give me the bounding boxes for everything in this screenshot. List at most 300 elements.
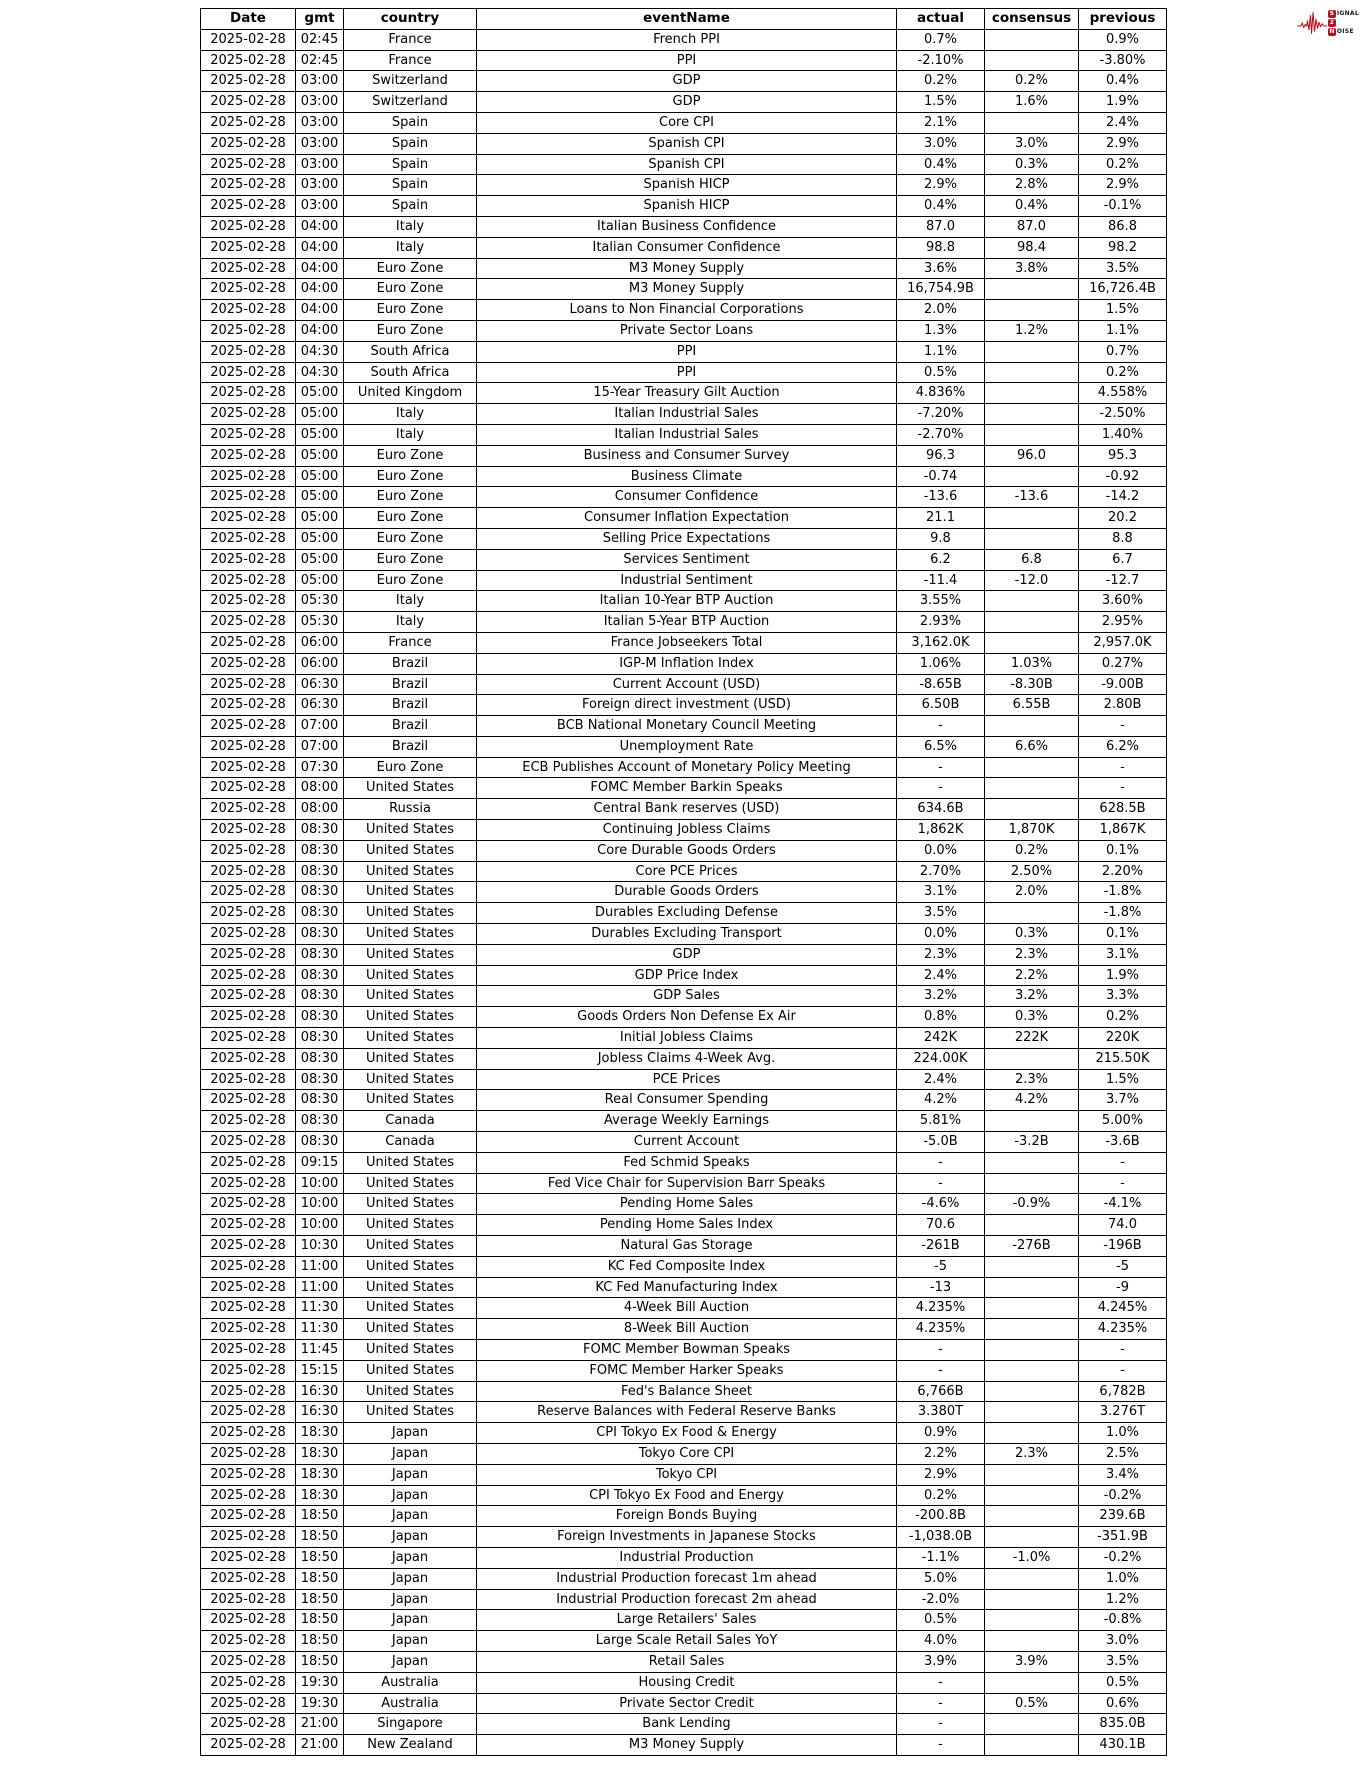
cell-gmt: 07:00 — [296, 736, 344, 757]
cell-country: Euro Zone — [344, 320, 477, 341]
cell-event-name: KC Fed Manufacturing Index — [477, 1277, 897, 1298]
cell-actual: 634.6B — [897, 799, 985, 820]
cell-previous: - — [1079, 1360, 1167, 1381]
table-row — [201, 1547, 1167, 1568]
cell-actual: 0.0% — [897, 924, 985, 945]
table-row — [201, 757, 1167, 778]
cell-previous: 6.7 — [1079, 549, 1167, 570]
cell-previous: 4.245% — [1079, 1298, 1167, 1319]
cell-event-name: Industrial Production — [477, 1547, 897, 1568]
cell-gmt: 18:50 — [296, 1631, 344, 1652]
cell-actual: -0.74 — [897, 466, 985, 487]
cell-event-name: Core CPI — [477, 112, 897, 133]
cell-actual: 3.9% — [897, 1651, 985, 1672]
cell-consensus — [985, 1714, 1079, 1735]
cell-gmt: 08:00 — [296, 778, 344, 799]
cell-consensus: 0.3% — [985, 924, 1079, 945]
table-row — [201, 1610, 1167, 1631]
cell-date: 2025-02-28 — [201, 424, 296, 445]
cell-previous: 430.1B — [1079, 1735, 1167, 1756]
cell-event-name: Foreign direct investment (USD) — [477, 695, 897, 716]
cell-country: United States — [344, 1340, 477, 1361]
table-row — [201, 965, 1167, 986]
cell-previous: 0.27% — [1079, 653, 1167, 674]
cell-previous: 3.276T — [1079, 1402, 1167, 1423]
cell-date: 2025-02-28 — [201, 1340, 296, 1361]
cell-event-name: Business and Consumer Survey — [477, 445, 897, 466]
logo-digit-2: 2 — [1329, 19, 1334, 26]
cell-previous: 3.3% — [1079, 986, 1167, 1007]
cell-event-name: Italian Industrial Sales — [477, 424, 897, 445]
cell-actual: 0.4% — [897, 196, 985, 217]
cell-event-name: Fed Vice Chair for Supervision Barr Speaks — [477, 1173, 897, 1194]
cell-actual: 98.8 — [897, 237, 985, 258]
cell-actual: - — [897, 1152, 985, 1173]
cell-gmt: 08:30 — [296, 944, 344, 965]
cell-consensus — [985, 1589, 1079, 1610]
cell-consensus — [985, 1506, 1079, 1527]
cell-country: Euro Zone — [344, 279, 477, 300]
cell-country: United States — [344, 1090, 477, 1111]
cell-previous: 0.2% — [1079, 154, 1167, 175]
cell-previous: 20.2 — [1079, 508, 1167, 529]
cell-actual: -200.8B — [897, 1506, 985, 1527]
cell-consensus: 3.8% — [985, 258, 1079, 279]
cell-date: 2025-02-28 — [201, 1568, 296, 1589]
cell-date: 2025-02-28 — [201, 1236, 296, 1257]
cell-country: United States — [344, 1152, 477, 1173]
table-row — [201, 1215, 1167, 1236]
cell-previous: 2.20% — [1079, 861, 1167, 882]
cell-actual: 3.55% — [897, 591, 985, 612]
cell-event-name: FOMC Member Bowman Speaks — [477, 1340, 897, 1361]
cell-country: United States — [344, 986, 477, 1007]
cell-previous: 1.5% — [1079, 1069, 1167, 1090]
cell-actual: - — [897, 757, 985, 778]
cell-actual: 4.836% — [897, 383, 985, 404]
cell-consensus: 6.8 — [985, 549, 1079, 570]
cell-event-name: Durables Excluding Transport — [477, 924, 897, 945]
table-row — [201, 820, 1167, 841]
cell-previous: 0.5% — [1079, 1672, 1167, 1693]
cell-actual: 242K — [897, 1028, 985, 1049]
cell-date: 2025-02-28 — [201, 1028, 296, 1049]
cell-gmt: 04:30 — [296, 362, 344, 383]
cell-date: 2025-02-28 — [201, 29, 296, 50]
cell-previous: 2.5% — [1079, 1443, 1167, 1464]
table-row — [201, 1048, 1167, 1069]
cell-actual: 6.50B — [897, 695, 985, 716]
cell-event-name: Goods Orders Non Defense Ex Air — [477, 1007, 897, 1028]
cell-date: 2025-02-28 — [201, 986, 296, 1007]
table-row — [201, 799, 1167, 820]
cell-country: Canada — [344, 1132, 477, 1153]
cell-gmt: 16:30 — [296, 1381, 344, 1402]
cell-gmt: 04:00 — [296, 216, 344, 237]
cell-consensus — [985, 799, 1079, 820]
cell-previous: 95.3 — [1079, 445, 1167, 466]
cell-previous: -0.92 — [1079, 466, 1167, 487]
cell-actual: 4.0% — [897, 1631, 985, 1652]
cell-date: 2025-02-28 — [201, 903, 296, 924]
cell-date: 2025-02-28 — [201, 591, 296, 612]
cell-consensus — [985, 632, 1079, 653]
cell-event-name: Services Sentiment — [477, 549, 897, 570]
cell-gmt: 08:00 — [296, 799, 344, 820]
cell-consensus: 6.6% — [985, 736, 1079, 757]
table-row — [201, 1693, 1167, 1714]
cell-date: 2025-02-28 — [201, 1048, 296, 1069]
cell-date: 2025-02-28 — [201, 1215, 296, 1236]
cell-country: Japan — [344, 1423, 477, 1444]
table-row — [201, 237, 1167, 258]
cell-event-name: Industrial Production forecast 2m ahead — [477, 1589, 897, 1610]
table-row — [201, 716, 1167, 737]
cell-country: United States — [344, 903, 477, 924]
cell-gmt: 08:30 — [296, 1090, 344, 1111]
cell-gmt: 08:30 — [296, 861, 344, 882]
table-row — [201, 445, 1167, 466]
table-row — [201, 1443, 1167, 1464]
cell-previous: 0.9% — [1079, 29, 1167, 50]
cell-consensus — [985, 279, 1079, 300]
cell-gmt: 21:00 — [296, 1714, 344, 1735]
cell-date: 2025-02-28 — [201, 508, 296, 529]
cell-previous: 3.5% — [1079, 258, 1167, 279]
table-row — [201, 1028, 1167, 1049]
cell-gmt: 06:00 — [296, 653, 344, 674]
cell-consensus — [985, 1360, 1079, 1381]
cell-country: Japan — [344, 1631, 477, 1652]
cell-country: United States — [344, 924, 477, 945]
table-body — [201, 29, 1167, 1755]
table-row — [201, 1735, 1167, 1756]
cell-gmt: 03:00 — [296, 154, 344, 175]
cell-event-name: Housing Credit — [477, 1672, 897, 1693]
col-header-country: country — [344, 9, 477, 30]
cell-event-name: KC Fed Composite Index — [477, 1256, 897, 1277]
cell-country: Euro Zone — [344, 445, 477, 466]
table-row — [201, 986, 1167, 1007]
cell-country: United States — [344, 965, 477, 986]
table-row — [201, 653, 1167, 674]
cell-country: New Zealand — [344, 1735, 477, 1756]
cell-event-name: Initial Jobless Claims — [477, 1028, 897, 1049]
cell-previous: -0.2% — [1079, 1485, 1167, 1506]
cell-actual: 2.9% — [897, 175, 985, 196]
cell-previous: 6.2% — [1079, 736, 1167, 757]
cell-event-name: GDP Price Index — [477, 965, 897, 986]
cell-country: United States — [344, 1319, 477, 1340]
cell-gmt: 03:00 — [296, 92, 344, 113]
cell-country: Spain — [344, 196, 477, 217]
cell-actual: -2.70% — [897, 424, 985, 445]
cell-date: 2025-02-28 — [201, 757, 296, 778]
cell-event-name: Private Sector Loans — [477, 320, 897, 341]
cell-event-name: Loans to Non Financial Corporations — [477, 300, 897, 321]
cell-consensus: -276B — [985, 1236, 1079, 1257]
cell-gmt: 18:50 — [296, 1589, 344, 1610]
cell-gmt: 18:50 — [296, 1610, 344, 1631]
cell-consensus: -3.2B — [985, 1132, 1079, 1153]
cell-actual: -1.1% — [897, 1547, 985, 1568]
cell-actual: 0.7% — [897, 29, 985, 50]
cell-actual: -8.65B — [897, 674, 985, 695]
cell-date: 2025-02-28 — [201, 175, 296, 196]
cell-previous: 220K — [1079, 1028, 1167, 1049]
cell-event-name: CPI Tokyo Ex Food & Energy — [477, 1423, 897, 1444]
cell-consensus — [985, 1173, 1079, 1194]
cell-country: Italy — [344, 404, 477, 425]
cell-previous: 3.1% — [1079, 944, 1167, 965]
cell-date: 2025-02-28 — [201, 799, 296, 820]
cell-previous: 1,867K — [1079, 820, 1167, 841]
cell-date: 2025-02-28 — [201, 216, 296, 237]
cell-actual: -5.0B — [897, 1132, 985, 1153]
cell-event-name: M3 Money Supply — [477, 279, 897, 300]
cell-date: 2025-02-28 — [201, 1714, 296, 1735]
cell-country: Japan — [344, 1506, 477, 1527]
table-row — [201, 1090, 1167, 1111]
cell-consensus — [985, 1672, 1079, 1693]
cell-event-name: FOMC Member Harker Speaks — [477, 1360, 897, 1381]
cell-actual: 3.6% — [897, 258, 985, 279]
cell-date: 2025-02-28 — [201, 1651, 296, 1672]
cell-date: 2025-02-28 — [201, 778, 296, 799]
cell-gmt: 06:30 — [296, 674, 344, 695]
cell-date: 2025-02-28 — [201, 549, 296, 570]
cell-consensus: 2.50% — [985, 861, 1079, 882]
cell-consensus — [985, 1610, 1079, 1631]
cell-event-name: Consumer Confidence — [477, 487, 897, 508]
cell-date: 2025-02-28 — [201, 133, 296, 154]
cell-gmt: 05:00 — [296, 549, 344, 570]
cell-gmt: 08:30 — [296, 1111, 344, 1132]
cell-actual: - — [897, 1735, 985, 1756]
cell-event-name: M3 Money Supply — [477, 258, 897, 279]
cell-previous: 1.5% — [1079, 300, 1167, 321]
cell-event-name: PPI — [477, 362, 897, 383]
cell-gmt: 10:00 — [296, 1173, 344, 1194]
cell-country: Japan — [344, 1464, 477, 1485]
cell-gmt: 08:30 — [296, 882, 344, 903]
table-row — [201, 279, 1167, 300]
cell-date: 2025-02-28 — [201, 861, 296, 882]
table-row — [201, 924, 1167, 945]
cell-consensus — [985, 341, 1079, 362]
cell-consensus: 0.5% — [985, 1693, 1079, 1714]
cell-actual: - — [897, 1714, 985, 1735]
cell-actual: - — [897, 1360, 985, 1381]
table-row — [201, 570, 1167, 591]
table-row — [201, 1631, 1167, 1652]
cell-previous: 6,782B — [1079, 1381, 1167, 1402]
cell-date: 2025-02-28 — [201, 1194, 296, 1215]
table-row — [201, 1423, 1167, 1444]
cell-country: Brazil — [344, 653, 477, 674]
cell-actual: 1.1% — [897, 341, 985, 362]
col-header-eventname: eventName — [477, 9, 897, 30]
cell-event-name: Current Account — [477, 1132, 897, 1153]
cell-date: 2025-02-28 — [201, 1631, 296, 1652]
cell-country: Euro Zone — [344, 528, 477, 549]
cell-previous: -0.1% — [1079, 196, 1167, 217]
table-row — [201, 154, 1167, 175]
cell-previous: -9.00B — [1079, 674, 1167, 695]
cell-consensus: 2.0% — [985, 882, 1079, 903]
cell-country: Euro Zone — [344, 508, 477, 529]
cell-date: 2025-02-28 — [201, 736, 296, 757]
cell-consensus — [985, 1381, 1079, 1402]
cell-gmt: 09:15 — [296, 1152, 344, 1173]
cell-consensus — [985, 528, 1079, 549]
table-row — [201, 1236, 1167, 1257]
cell-actual: 21.1 — [897, 508, 985, 529]
cell-previous: 239.6B — [1079, 1506, 1167, 1527]
table-row — [201, 424, 1167, 445]
cell-country: Brazil — [344, 695, 477, 716]
cell-date: 2025-02-28 — [201, 466, 296, 487]
cell-consensus: 1,870K — [985, 820, 1079, 841]
cell-event-name: CPI Tokyo Ex Food and Energy — [477, 1485, 897, 1506]
cell-date: 2025-02-28 — [201, 674, 296, 695]
cell-consensus: -1.0% — [985, 1547, 1079, 1568]
cell-country: United States — [344, 1069, 477, 1090]
cell-actual: -7.20% — [897, 404, 985, 425]
cell-gmt: 10:00 — [296, 1215, 344, 1236]
cell-gmt: 08:30 — [296, 1132, 344, 1153]
cell-consensus — [985, 300, 1079, 321]
cell-event-name: ECB Publishes Account of Monetary Policy Meeting — [477, 757, 897, 778]
cell-event-name: Natural Gas Storage — [477, 1236, 897, 1257]
cell-gmt: 05:00 — [296, 383, 344, 404]
logo-letter-n: N — [1329, 28, 1335, 35]
cell-consensus — [985, 1735, 1079, 1756]
cell-gmt: 11:00 — [296, 1277, 344, 1298]
cell-date: 2025-02-28 — [201, 570, 296, 591]
cell-date: 2025-02-28 — [201, 820, 296, 841]
cell-gmt: 03:00 — [296, 112, 344, 133]
cell-consensus — [985, 757, 1079, 778]
cell-previous: 2.9% — [1079, 175, 1167, 196]
cell-date: 2025-02-28 — [201, 237, 296, 258]
cell-date: 2025-02-28 — [201, 92, 296, 113]
table-row — [201, 404, 1167, 425]
cell-date: 2025-02-28 — [201, 1381, 296, 1402]
cell-consensus — [985, 508, 1079, 529]
cell-event-name: Foreign Investments in Japanese Stocks — [477, 1527, 897, 1548]
cell-event-name: Private Sector Credit — [477, 1693, 897, 1714]
cell-gmt: 18:50 — [296, 1568, 344, 1589]
cell-event-name: Italian 10-Year BTP Auction — [477, 591, 897, 612]
cell-previous: 1.0% — [1079, 1423, 1167, 1444]
cell-actual: - — [897, 1340, 985, 1361]
cell-actual: 16,754.9B — [897, 279, 985, 300]
cell-date: 2025-02-28 — [201, 1069, 296, 1090]
cell-country: Japan — [344, 1610, 477, 1631]
cell-country: Canada — [344, 1111, 477, 1132]
cell-country: Spain — [344, 154, 477, 175]
cell-consensus: 2.8% — [985, 175, 1079, 196]
cell-gmt: 04:00 — [296, 237, 344, 258]
cell-country: Brazil — [344, 736, 477, 757]
cell-event-name: Pending Home Sales Index — [477, 1215, 897, 1236]
cell-date: 2025-02-28 — [201, 1256, 296, 1277]
table-row — [201, 300, 1167, 321]
cell-gmt: 04:00 — [296, 258, 344, 279]
cell-consensus — [985, 466, 1079, 487]
cell-date: 2025-02-28 — [201, 716, 296, 737]
table-row — [201, 1069, 1167, 1090]
cell-consensus — [985, 716, 1079, 737]
cell-actual: 5.81% — [897, 1111, 985, 1132]
cell-date: 2025-02-28 — [201, 1443, 296, 1464]
table-row — [201, 175, 1167, 196]
cell-gmt: 16:30 — [296, 1402, 344, 1423]
cell-actual: - — [897, 1173, 985, 1194]
cell-consensus — [985, 903, 1079, 924]
table-row — [201, 695, 1167, 716]
logo-line-signal — [1328, 10, 1359, 18]
cell-consensus — [985, 1298, 1079, 1319]
cell-previous: -9 — [1079, 1277, 1167, 1298]
table-row — [201, 736, 1167, 757]
table-row — [201, 549, 1167, 570]
cell-previous: - — [1079, 1152, 1167, 1173]
cell-country: Switzerland — [344, 92, 477, 113]
cell-date: 2025-02-28 — [201, 1319, 296, 1340]
cell-actual: 0.9% — [897, 1423, 985, 1444]
cell-consensus — [985, 1527, 1079, 1548]
cell-actual: 6.2 — [897, 549, 985, 570]
table-row — [201, 258, 1167, 279]
cell-event-name: Large Scale Retail Sales YoY — [477, 1631, 897, 1652]
cell-actual: 2.9% — [897, 1464, 985, 1485]
table-row — [201, 674, 1167, 695]
cell-date: 2025-02-28 — [201, 965, 296, 986]
cell-consensus — [985, 1568, 1079, 1589]
cell-event-name: Spanish HICP — [477, 175, 897, 196]
cell-gmt: 02:45 — [296, 50, 344, 71]
cell-gmt: 03:00 — [296, 71, 344, 92]
cell-country: United States — [344, 840, 477, 861]
cell-previous: -351.9B — [1079, 1527, 1167, 1548]
cell-event-name: IGP-M Inflation Index — [477, 653, 897, 674]
table-row — [201, 1152, 1167, 1173]
cell-previous: 3.0% — [1079, 1631, 1167, 1652]
table-row — [201, 528, 1167, 549]
cell-previous: - — [1079, 757, 1167, 778]
cell-country: United States — [344, 1277, 477, 1298]
cell-previous: 215.50K — [1079, 1048, 1167, 1069]
cell-country: Euro Zone — [344, 487, 477, 508]
cell-previous: 2.80B — [1079, 695, 1167, 716]
cell-date: 2025-02-28 — [201, 1693, 296, 1714]
cell-gmt: 05:00 — [296, 528, 344, 549]
cell-event-name: Selling Price Expectations — [477, 528, 897, 549]
cell-event-name: Consumer Inflation Expectation — [477, 508, 897, 529]
cell-gmt: 04:00 — [296, 300, 344, 321]
table-row — [201, 903, 1167, 924]
cell-date: 2025-02-28 — [201, 1527, 296, 1548]
cell-date: 2025-02-28 — [201, 258, 296, 279]
cell-date: 2025-02-28 — [201, 300, 296, 321]
cell-country: United States — [344, 882, 477, 903]
table-row — [201, 1568, 1167, 1589]
cell-actual: 2.70% — [897, 861, 985, 882]
table-row — [201, 1714, 1167, 1735]
cell-consensus: 2.2% — [985, 965, 1079, 986]
